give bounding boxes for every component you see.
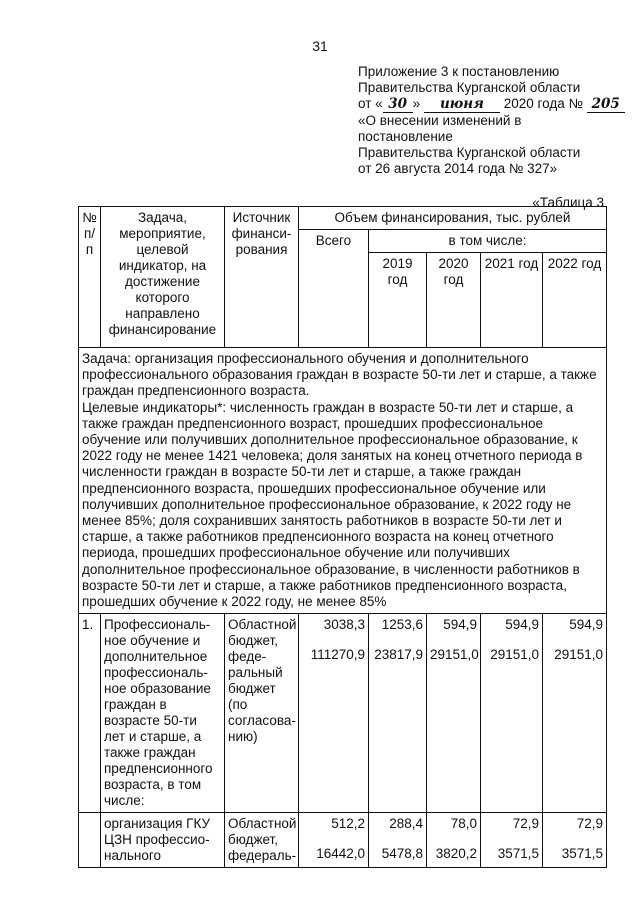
header-num: № п/п <box>79 207 101 348</box>
row-total <box>299 813 369 868</box>
row-2019 <box>369 614 427 813</box>
header-including: в том числе: <box>369 230 607 253</box>
regional-value: 78,0 <box>450 816 477 832</box>
row-2021 <box>481 813 543 868</box>
regional-value: 594,9 <box>569 617 604 633</box>
header-row-1 <box>79 207 607 230</box>
row-num <box>79 813 101 868</box>
regional-value: 72,9 <box>576 816 604 832</box>
regional-value: 512,2 <box>331 816 365 832</box>
appendix-line-1: Приложение 3 к постановлению <box>358 64 560 79</box>
header-2019: 2019 год <box>369 253 427 348</box>
row-2019 <box>369 813 427 868</box>
header-2020: 2020 год <box>427 253 481 348</box>
row-total <box>299 614 369 813</box>
header-volume: Объем финансирования, тыс. рублей <box>299 207 607 230</box>
table-row <box>79 614 607 813</box>
federal-value: 3820,2 <box>435 846 477 862</box>
page-number: 31 <box>312 38 328 54</box>
federal-value: 111270,9 <box>310 647 365 663</box>
appendix-line-5: постановление <box>358 129 453 144</box>
row-source: Областной бюджет, феде-ральный бюджет (по согласова-нию) <box>225 614 299 813</box>
appendix-header <box>358 64 625 177</box>
regional-value: 3038,3 <box>323 617 365 633</box>
date-year: 2020 года № <box>503 96 583 111</box>
regional-value: 1253,6 <box>381 617 423 633</box>
federal-value: 16442,0 <box>316 846 365 862</box>
header-total: Всего <box>299 230 369 348</box>
federal-value: 3571,5 <box>497 846 539 862</box>
merged-task-cell <box>79 348 607 614</box>
federal-value: 23817,9 <box>374 647 423 663</box>
row-2022 <box>543 813 607 868</box>
regional-value: 594,9 <box>443 617 477 633</box>
row-2021 <box>481 614 543 813</box>
handwritten-month: июня <box>424 96 500 113</box>
handwritten-doc-number: 205 <box>587 96 625 113</box>
federal-value: 29151,0 <box>490 647 539 663</box>
federal-value: 5478,8 <box>381 846 423 862</box>
financing-table <box>78 206 607 868</box>
appendix-line-6: Правительства Курганской области <box>358 145 581 160</box>
row-2020 <box>427 813 481 868</box>
row-source: Областной бюджет, федераль- <box>225 813 299 868</box>
date-quote-close: » <box>412 96 421 111</box>
table-row <box>79 813 607 868</box>
header-task: Задача, мероприятие, целевой индикатор, на достижение которого направлено финансирование <box>101 207 225 348</box>
task-description: Задача: организация профессионального обучения и дополнительного профессионального образования граждан в возрасте 50-ти лет и старше, а также граждан предпенсионного возраста. <box>82 351 597 399</box>
row-num: 1. <box>79 614 101 813</box>
handwritten-day: 30 <box>383 96 413 113</box>
row-2020 <box>427 614 481 813</box>
row-task: Профессиональ-ное обучение и дополнительное профессиональ-ное образование граждан в возрасте 50-ти лет и старше, а также граждан предпенсионного возраста, в том числе: <box>101 614 225 813</box>
regional-value: 72,9 <box>512 816 539 832</box>
header-2022: 2022 год <box>543 253 607 348</box>
row-task: организация ГКУ ЦЗН профессио-нального <box>101 813 225 868</box>
regional-value: 288,4 <box>389 816 423 832</box>
merged-task-row <box>79 348 607 614</box>
header-2021: 2021 год <box>481 253 543 348</box>
date-prefix: от « <box>358 96 383 111</box>
appendix-line-7: от 26 августа 2014 года № 327» <box>358 161 558 176</box>
appendix-line-4: «О внесении изменений в <box>358 113 522 128</box>
target-indicators: Целевые индикаторы*: численность граждан в возрасте 50-ти лет и старше, а также граждан предпенсионного возраст, прошедших профессиональное обучение или получивших дополнительное профессиональное образование, к 2022 году не менее 1421 человека; доля занятых на конец отчетного периода в численности граждан в возрасте 50-ти лет и старше, а также граждан предпенсионного возраста, прошедших профессиональное обучение или получивших дополнительное профессиональное образование, к 2022 году не менее 85%; доля сохранивших занятость работников в возрасте 50-ти лет и старше, а также работников предпенсионного возраста на конец отчетного периода, прошедших профессиональное обучение или получивших дополнительное профессиональное образование, в численности работников в возрасте 50-ти лет и старше, а также работников предпенсионного возраста, прошедших обучение к 2022 году, не менее 85% <box>82 399 583 610</box>
table-label: «Таблица 3 <box>532 195 604 210</box>
federal-value: 3571,5 <box>561 846 604 862</box>
header-source: Источник финанси-рования <box>225 207 299 348</box>
federal-value: 29151,0 <box>430 647 479 663</box>
federal-value: 29151,0 <box>554 647 604 663</box>
regional-value: 594,9 <box>505 617 539 633</box>
row-2022 <box>543 614 607 813</box>
appendix-date-line <box>358 96 625 113</box>
appendix-line-2: Правительства Курганской области <box>358 80 581 95</box>
